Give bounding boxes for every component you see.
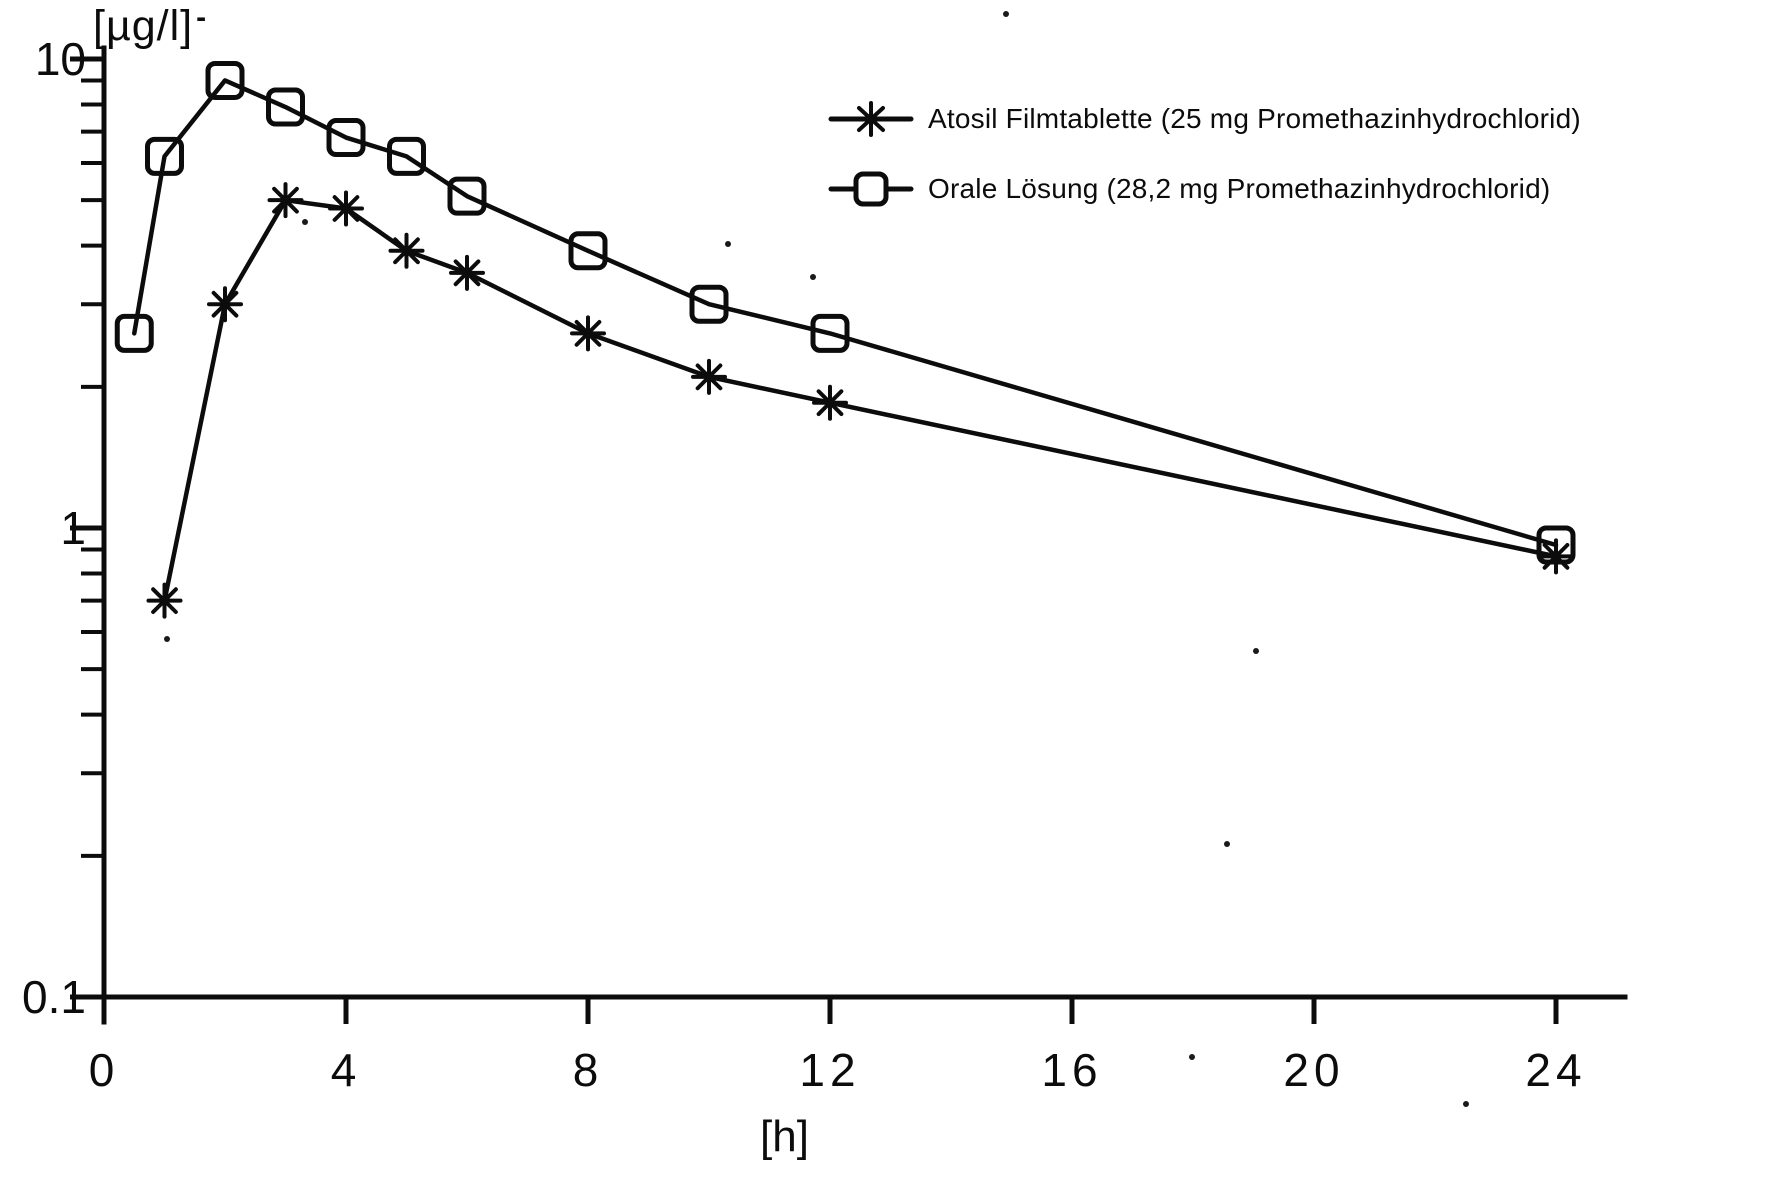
scan-speck [1003, 11, 1009, 17]
legend-label-orale-loesung: Orale Lösung (28,2 mg Promethazinhydrochlorid) [928, 173, 1551, 204]
asterisk-marker-icon [828, 97, 914, 141]
y-tick-label: 1 [60, 502, 86, 554]
scan-speck [1224, 841, 1230, 847]
scan-speck [1463, 1101, 1469, 1107]
scan-speck [1189, 1054, 1195, 1060]
x-tick-label: 24 [1525, 1044, 1587, 1096]
scan-speck [725, 241, 731, 247]
legend-label-atosil: Atosil Filmtablette (25 mg Promethazinhydrochlorid) [928, 103, 1581, 134]
legend [828, 97, 1581, 237]
y-tick-label: 10 [34, 33, 86, 85]
legend-item-orale-loesung [828, 167, 1581, 211]
x-tick-label: 8 [572, 1044, 604, 1096]
x-tick-label: 4 [330, 1044, 362, 1096]
x-tick-label: 0 [88, 1044, 120, 1096]
x-tick-label: 20 [1283, 1044, 1345, 1096]
y-axis-unit-superscript: - [196, 1, 208, 34]
y-axis-unit-text: [µg/l] [93, 2, 194, 50]
square-marker-icon [828, 167, 914, 211]
scan-speck [1253, 648, 1259, 654]
legend-item-atosil [828, 97, 1581, 141]
scan-speck [810, 274, 816, 280]
x-axis-label: [h] [760, 1112, 809, 1161]
scan-speck [164, 636, 170, 642]
series-line-atosil [165, 200, 1557, 600]
y-tick-label: 0.1 [22, 971, 86, 1023]
scan-speck [302, 219, 308, 225]
x-tick-label: 12 [799, 1044, 861, 1096]
x-tick-label: 16 [1041, 1044, 1103, 1096]
